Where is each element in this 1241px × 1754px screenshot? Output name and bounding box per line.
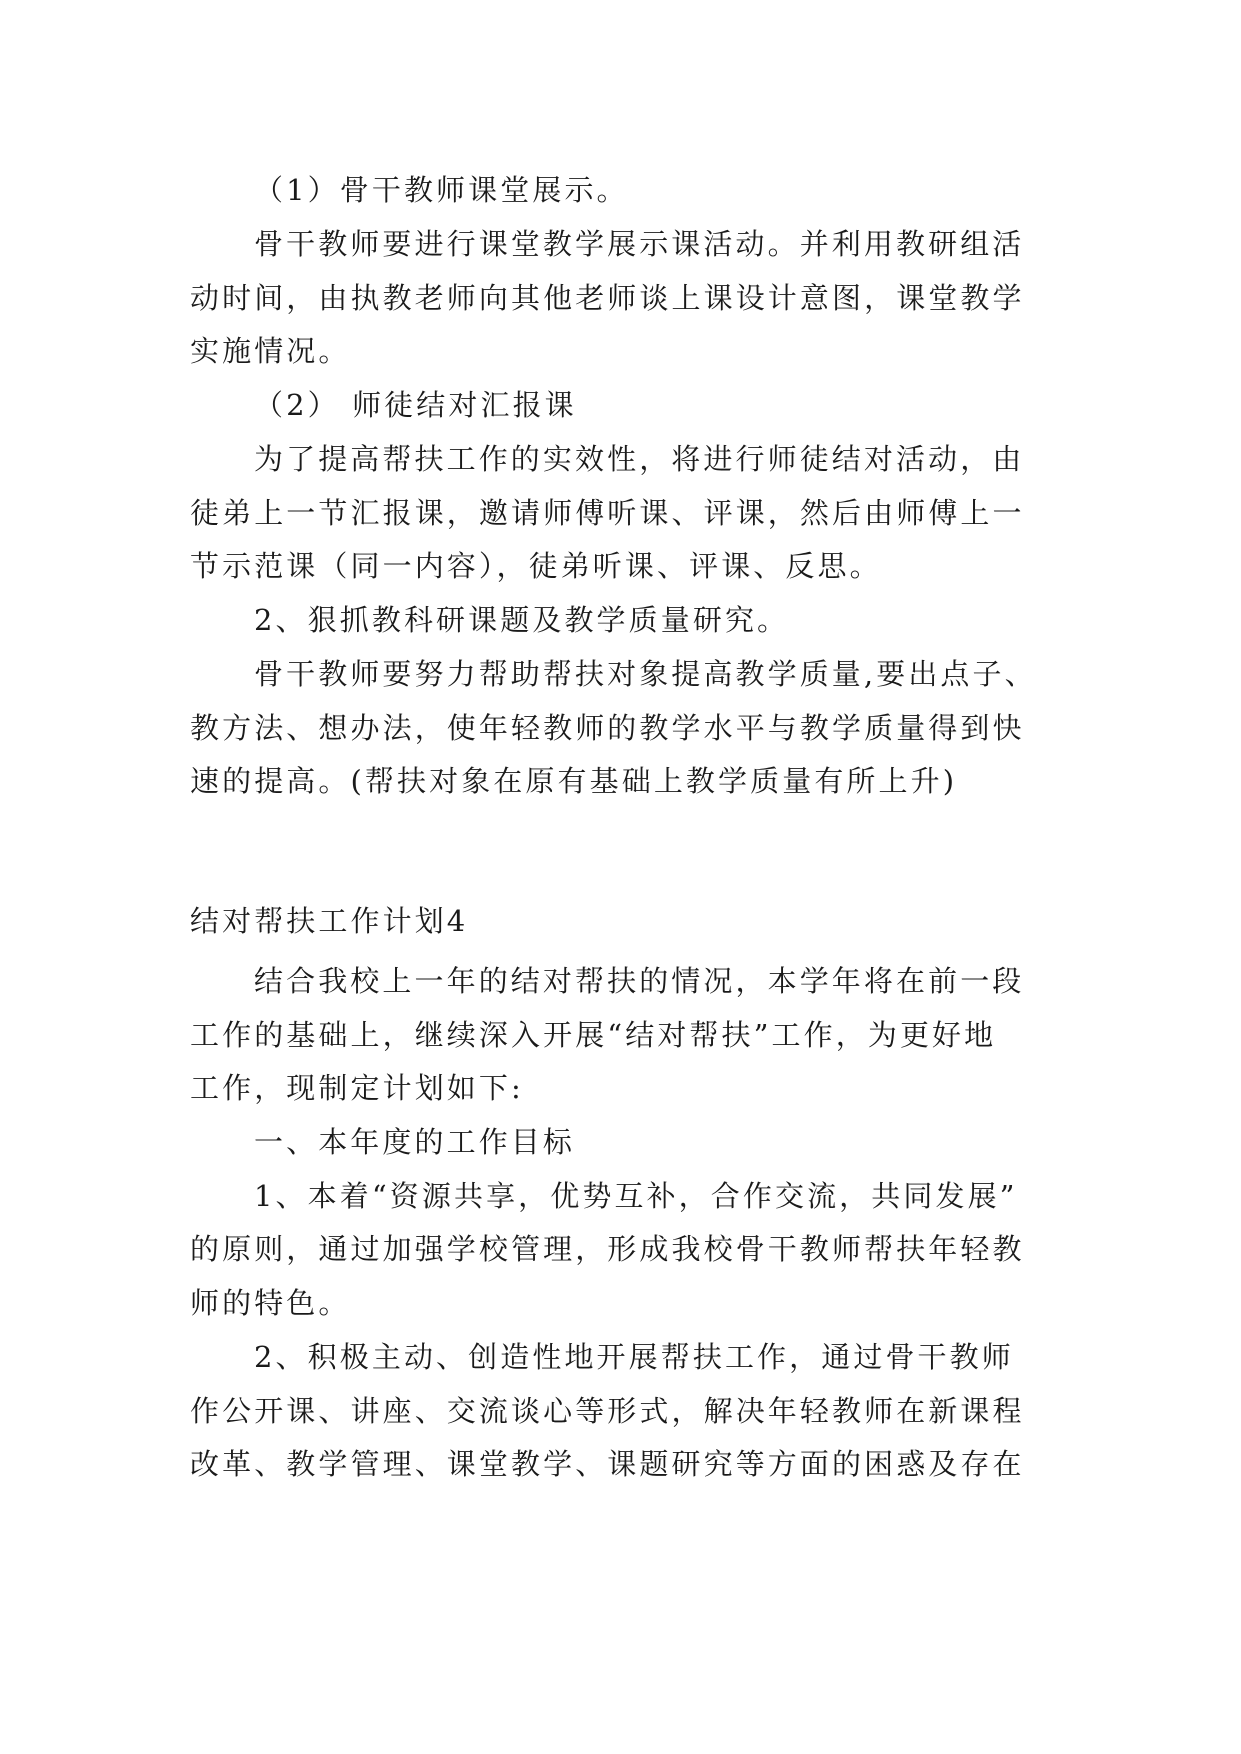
paragraph-line: 2、积极主动、创造性地开展帮扶工作，通过骨干教师 <box>254 1340 1014 1374</box>
paragraph-line: 师的特色。 <box>190 1286 351 1320</box>
subheading-1: （1）骨干教师课堂展示。 <box>254 173 629 207</box>
paragraph-line: 改革、教学管理、课堂教学、课题研究等方面的困惑及存在 <box>190 1447 1025 1481</box>
section-title: 结对帮扶工作计划4 <box>190 904 469 938</box>
paragraph-line: 动时间，由执教老师向其他老师谈上课设计意图，课堂教学 <box>190 281 1025 315</box>
paragraph-line: 教方法、想办法，使年轻教师的教学水平与教学质量得到快 <box>190 711 1025 745</box>
paragraph-line: 实施情况。 <box>190 334 351 368</box>
paragraph-line: 骨干教师要努力帮助帮扶对象提高教学质量,要出点子、 <box>254 657 1037 691</box>
paragraph-line: 工作，现制定计划如下: <box>190 1071 524 1105</box>
subheading-goals: 一、本年度的工作目标 <box>254 1125 576 1159</box>
paragraph-line: 骨干教师要进行课堂教学展示课活动。并利用教研组活 <box>254 227 1025 261</box>
paragraph-line: 作公开课、讲座、交流谈心等形式，解决年轻教师在新课程 <box>190 1394 1025 1428</box>
paragraph-line: 工作的基础上，继续深入开展“结对帮扶”工作，为更好地 <box>190 1018 997 1052</box>
paragraph-line: 为了提高帮扶工作的实效性，将进行师徒结对活动，由 <box>254 442 1025 476</box>
subheading-3: 2、狠抓教科研课题及教学质量研究。 <box>254 603 790 637</box>
paragraph-line: 的原则，通过加强学校管理，形成我校骨干教师帮扶年轻教 <box>190 1232 1025 1266</box>
paragraph-line: 节示范课（同一内容），徒弟听课、评课、反思。 <box>190 549 882 583</box>
paragraph-line: 1、本着“资源共享，优势互补，合作交流，共同发展” <box>254 1179 1018 1213</box>
paragraph-line: 速的提高。(帮扶对象在原有基础上教学质量有所上升) <box>190 764 958 798</box>
paragraph-line: 徒弟上一节汇报课，邀请师傅听课、评课，然后由师傅上一 <box>190 496 1025 530</box>
paragraph-line: 结合我校上一年的结对帮扶的情况，本学年将在前一段 <box>254 964 1025 998</box>
subheading-2: （2） 师徒结对汇报课 <box>254 388 577 422</box>
